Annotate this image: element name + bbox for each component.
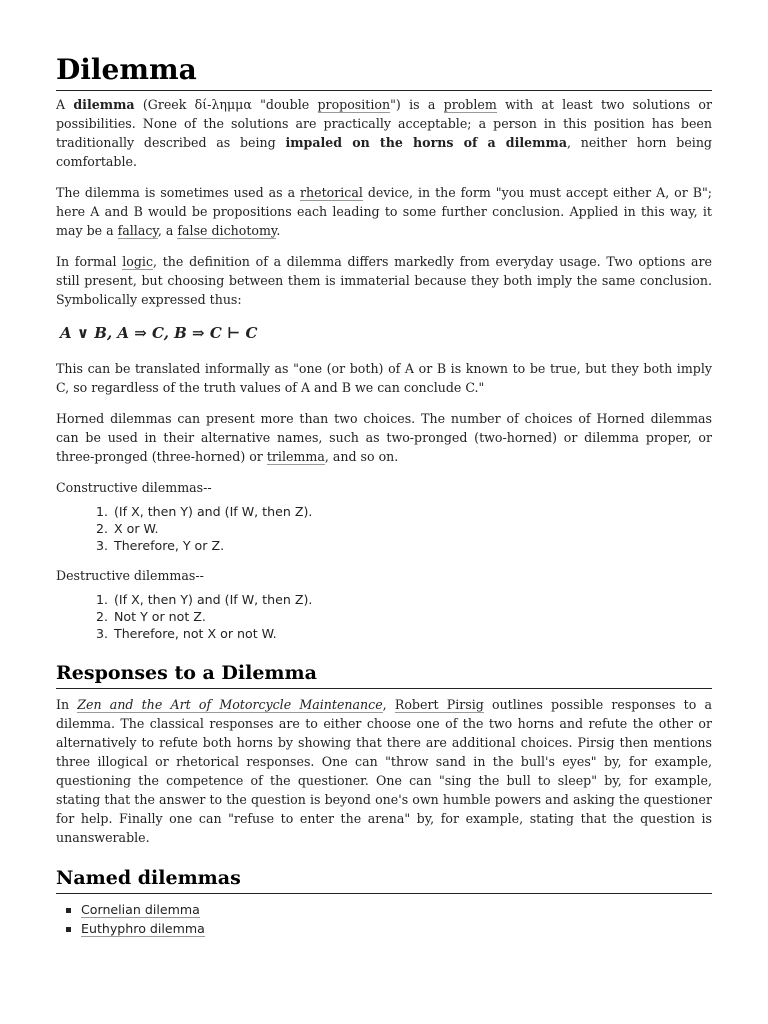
- list-item: 1. (If X, then Y) and (If W, then Z).: [112, 591, 712, 608]
- link-proposition[interactable]: proposition: [317, 97, 391, 112]
- link-trilemma[interactable]: trilemma: [266, 449, 325, 464]
- link-fallacy[interactable]: fallacy: [117, 223, 158, 238]
- list-item: 1. (If X, then Y) and (If W, then Z).: [112, 503, 712, 520]
- constructive-lead: Constructive dilemmas--: [56, 480, 212, 495]
- formula: A ∨ B, A ⇒ C, B ⇒ C ⊢ C: [60, 324, 258, 342]
- article-content: [56, 52, 712, 938]
- heading-responses: Responses to a Dilemma: [56, 660, 712, 689]
- list-item: 2. Not Y or not Z.: [112, 608, 712, 625]
- link-euthyphro-dilemma[interactable]: Euthyphro dilemma: [81, 921, 205, 936]
- intro-paragraph-2: The dilemma is sometimes used as a rhetorical device, in the form "you must accept either A, or B"; here A and B would be propositions each leading to some further conclusion. Applied in this way, it may be a fallacy, a false dichotomy.: [56, 185, 712, 238]
- heading-named-dilemmas: Named dilemmas: [56, 865, 712, 894]
- list-item: 3. Therefore, not X or not W.: [112, 625, 712, 642]
- page-title: Dilemma: [56, 52, 712, 91]
- link-robert-pirsig[interactable]: Robert Pirsig: [394, 697, 484, 712]
- link-zen-motorcycle[interactable]: Zen and the Art of Motorcycle Maintenance: [77, 697, 383, 712]
- intro-paragraph-1: A dilemma (Greek δί-λημμα "double proposition") is a problem with at least two solutions or possibilities. None of the solutions are practically acceptable; a person in this position has been traditionally described as being impaled on the horns of a dilemma, neither horn being comfortable.: [56, 97, 712, 169]
- constructive-list: [56, 503, 712, 554]
- term-dilemma: dilemma: [73, 97, 135, 112]
- responses-paragraph: In Zen and the Art of Motorcycle Maintenance, Robert Pirsig outlines possible responses to a dilemma. The classical responses are to either choose one of the two horns and refute the other or alternatively to refute both horns by showing that there are additional choices. Pirsig then mentions three illogical or rhetorical responses. One can "throw sand in the bull's eyes" by, for example, questioning the competence of the questioner. One can "sing the bull to sleep" by, for example, stating that the answer to the question is beyond one's own humble powers and asking the questioner for help. Finally one can "refuse to enter the arena" by, for example, stating that the question is unanswerable.: [56, 697, 712, 845]
- link-false-dichotomy[interactable]: false dichotomy: [177, 223, 277, 238]
- list-item: 2. X or W.: [112, 520, 712, 537]
- list-item: 3. Therefore, Y or Z.: [112, 537, 712, 554]
- intro-paragraph-5: Horned dilemmas can present more than two choices. The number of choices of Horned dilemmas can be used in their alternative names, such as two-pronged (two-horned) or dilemma proper, or three-pronged (three-horned) or trilemma, and so on.: [56, 411, 712, 464]
- destructive-lead: Destructive dilemmas--: [56, 568, 204, 583]
- link-problem[interactable]: problem: [443, 97, 497, 112]
- destructive-list: [56, 591, 712, 642]
- named-dilemmas-list: [56, 900, 712, 938]
- link-logic[interactable]: logic: [122, 254, 154, 269]
- intro-paragraph-3: In formal logic, the definition of a dilemma differs markedly from everyday usage. Two options are still present, but choosing between them is immaterial because they both imply the same conclusion. Symbolically expressed thus:: [56, 254, 712, 307]
- link-cornelian-dilemma[interactable]: Cornelian dilemma: [81, 902, 200, 917]
- intro-paragraph-4: This can be translated informally as "one (or both) of A or B is known to be true, but they both imply C, so regardless of the truth values of A and B we can conclude C.": [56, 361, 712, 395]
- list-item: [66, 900, 712, 919]
- link-rhetorical[interactable]: rhetorical: [300, 185, 363, 200]
- list-item: [66, 919, 712, 938]
- term-impaled: impaled on the horns of a dilemma: [285, 135, 567, 150]
